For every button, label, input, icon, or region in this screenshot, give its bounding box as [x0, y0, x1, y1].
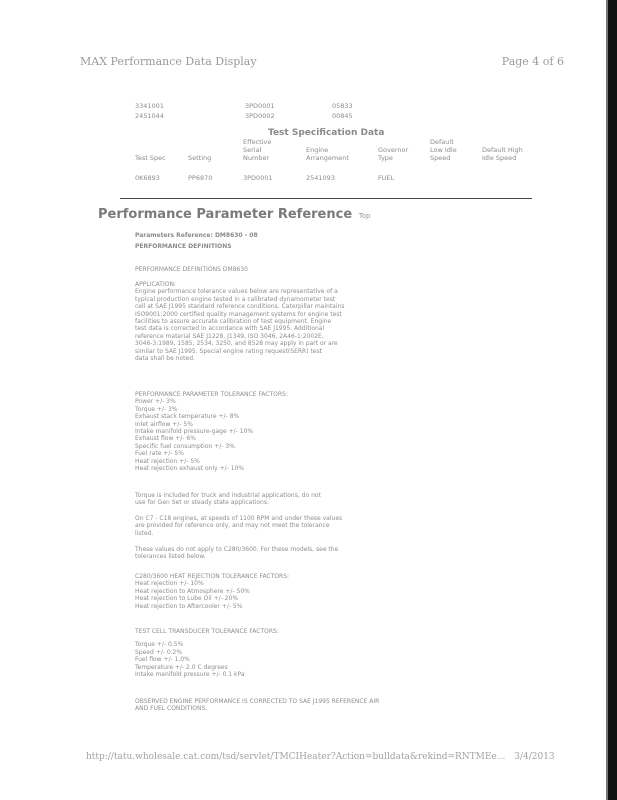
page-header-title: MAX Performance Data Display	[80, 55, 257, 68]
spec-header: Default Low Idle Speed	[430, 138, 457, 162]
section-title-text: Performance Parameter Reference	[98, 207, 353, 222]
top-cell: 3PD0001	[245, 102, 275, 110]
c280-heat-rejection-block: C280/3600 HEAT REJECTION TOLERANCE FACTORS: Heat rejection +/- 10% Heat rejection to Atmosphere +/- 50% Heat rejection to Lube Oil +/- 20% Heat rejection to Aftercooler +/- 5%	[135, 573, 290, 610]
spec-cell: 0K6893	[135, 174, 160, 182]
c7-c18-note: On C7 - C18 engines, at speeds of 1100 RPM and under these values are provided for reference only, and may not meet the tolerance listed.	[135, 515, 343, 537]
page-number: Page 4 of 6	[501, 55, 564, 68]
top-cell: 3PD0002	[245, 112, 275, 120]
spec-cell: 2541093	[306, 174, 335, 182]
top-cell: 3341001	[135, 102, 164, 110]
transducer-tolerance-block: TEST CELL TRANSDUCER TOLERANCE FACTORS: Torque +/- 0.5% Speed +/- 0.2% Fuel flow +/- 1.0% Temperature +/- 2.0 C degrees Intake manifold pressure +/- 0.1 kPa	[135, 628, 279, 679]
spec-cell: FUEL	[378, 174, 395, 182]
scan-edge-shadow	[606, 0, 608, 800]
torque-note: Torque is included for truck and industrial applications, do not use for Gen Set or steady state applications.	[135, 492, 321, 507]
spec-cell: 3PD0001	[243, 174, 273, 182]
spec-header: Test Spec	[135, 154, 166, 162]
footer-url[interactable]: http://tatu.wholesale.cat.com/tsd/servlet/TMCIHeater?Action=bulldata&rekind=RNTMEe...	[86, 752, 506, 762]
section-divider	[120, 198, 532, 199]
application-block: APPLICATION: Engine performance tolerance values below are representative of a typical production engine tested in a calibrated dynamometer test cell at SAE J1995 standard reference conditions. Caterpillar maintains ISO9001:2000 certified quality management systems for engine test facilities to assure accurate calibration of test equipment. Engine test data is corrected in accordance with SAE J1995. Additional reference material SAE J1228, J1349, ISO 3046, 2A46-1:2002E, 3046-3:1989, 1585, 2534, 3250, and 8528 may apply in part or are similar to SAE J1995. Special engine rating request(SERR) test data shall be noted.	[135, 281, 345, 363]
spec-header: Default High Idle Speed	[482, 146, 523, 162]
tolerance-factors-block: PERFORMANCE PARAMETER TOLERANCE FACTORS: Power +/- 3% Torque +/- 3% Exhaust stack temperature +/- 8% Inlet airflow +/- 5% Intake manifold pressure-gage +/- 10% Exhaust flow +/- 6% Specific fuel consumption +/- 3% Fuel rate +/- 5% Heat rejection +/- 5% Heat rejection exhaust only +/- 10%	[135, 391, 288, 473]
observed-performance-note: OBSERVED ENGINE PERFORMANCE IS CORRECTED TO SAE J1995 REFERENCE AIR AND FUEL CONDITIONS.	[135, 698, 380, 713]
spec-cell: PP6870	[188, 174, 213, 182]
spec-header: Engine Arrangement	[306, 146, 349, 162]
page-footer	[86, 752, 555, 762]
scan-edge	[608, 0, 617, 800]
top-cell: 05833	[332, 102, 353, 110]
top-link[interactable]: Top	[358, 212, 371, 220]
spec-header: Effective Serial Number	[243, 138, 272, 162]
top-cell: 2451044	[135, 112, 164, 120]
performance-definitions-heading: PERFORMANCE DEFINITIONS	[135, 243, 232, 250]
spec-header: Setting	[188, 154, 212, 162]
spec-table-title: Test Specification Data	[268, 128, 385, 138]
top-cell: 00845	[332, 112, 353, 120]
spec-header: Governor Type	[378, 146, 409, 162]
parameters-reference: Parameters Reference: DM8630 - 08	[135, 232, 258, 239]
values-note: These values do not apply to C280/3600. For these models, see the tolerances listed below.	[135, 546, 339, 561]
footer-date: 3/4/2013	[514, 752, 555, 762]
performance-definitions-subheading: PERFORMANCE DEFINITIONS DM8630	[135, 266, 248, 273]
section-title	[98, 207, 371, 222]
